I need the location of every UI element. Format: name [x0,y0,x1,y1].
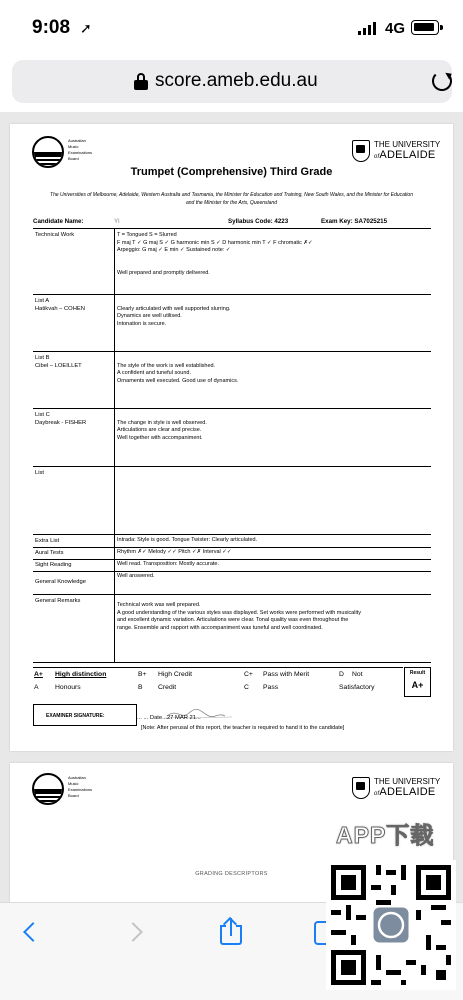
grade-honours: Honours [55,684,81,691]
grade-pass: Pass [263,684,279,691]
back-icon[interactable] [23,922,43,942]
syllabus-code: Syllabus Code: 4223 [228,218,289,225]
exam-key: Exam Key: SA7025215 [321,218,388,225]
result-value: A+ [411,680,424,690]
table-row: General Remarks Technical work was well prepared. A good understanding of the various styles was displayed. Set works were performed with musicality and excellent dynamic variation. Articulations were clear. Tonal quality was even throughout the range. Ensemble and rapport with accompaniment was tuneful and well coordinated. [33,595,431,663]
university-crest-icon [352,777,370,799]
exam-date: ... ... Date...27 MAR 21... [137,715,201,721]
bookmarks-icon[interactable] [314,921,326,945]
table-row: List B Cibel – LOEILLET The style of the work is well established. A confident and tuneful sound. Ornaments well executed. Good use of dynamics. [33,352,431,409]
forward-icon[interactable] [123,922,143,942]
reload-icon[interactable] [432,71,452,91]
clock: 9:08 [32,17,71,38]
grade-pass-merit: Pass with Merit [263,671,310,678]
grade-high-distinction: High distinction [55,671,107,678]
grade-c-plus: C+ [244,671,253,678]
result-label: Result [409,670,426,676]
ameb-name: Australian Music Examinations Board [68,138,93,161]
table-row: List [33,467,431,535]
grade-not: Not [352,671,363,678]
url-text: score.ameb.edu.au [155,70,318,91]
address-bar[interactable] [12,60,452,103]
table-row: List A Hatikvah – COHEN Clearly articulated with well supported slurring. Dynamics are well utilised. Intonation is secure. [33,295,431,352]
grade-d: D [339,671,344,678]
signal-icon [358,22,376,35]
qr-code-icon[interactable] [326,860,456,990]
grade-satisfactory: Satisfactory [339,684,375,691]
grade-a: A [34,684,39,691]
grading-page: Australian Music Examinations Board THE UNIVERSITY ofADELAIDE GRADING DESCRIPTORS [10,763,453,902]
grade-high-credit: High Credit [158,671,192,678]
grade-b: B [138,684,143,691]
lock-icon [134,73,148,90]
candidate-label: Candidate Name: [33,218,84,225]
app-download-badge[interactable]: APP下载 [336,822,435,848]
report-page: Australian Music Examinations Board THE UNIVERSITY ofADELAIDE Trumpet (Comprehensive) Third Grade The Universities of Melbourne, Adelaide, Western Australia and Tasmania, the Minister for Education and Training, New South Wales, and the Minister for Education and the Minister for the Arts, Queensland Candidate Name: Yi Syllabus Code: 4223 Exam Key: SA7025215 Technical Work T = Tongued S = Slurred F maj T ✓ G maj S ✓ G harmonic min S ✓ D harmonic min T ✓ F chromatic ✗✓ Arpeggio: G maj ✓ E min ✓ Sustained note: ✓ Well prepared and promptly delivered. List A Hatikvah – COHEN Clearly articulated with well supported slurring. Dynamics are well utilised. Intonation is secure. List B Cibel – LOEILLET The style of the work is well established. A confident and tuneful sound. Ornaments well executed. Good use of dynamics. List C Daybreak - FISHER The change in style is well observed. Articulations are clear and precise. Well together with accompaniment. List Extra List Intrada: Style is good. Tongue Twister: Clearly articulated. Aural Tests Rhythm ✗✓ Melody ✓✓ Pitch ✓✗ Interval ✓✓ Sight Reading Well read. Transposition: Mostly accurate. General Knowledge Well answered. General Remarks Technical work was well prepared. A good understanding of the various styles was displayed. Set works were performed with musicality and excellent dynamic variation. Articulations were clear. Tonal quality was even throughout the range. Ensemble and rapport with accompaniment was tuneful and well coordinated. A+ High distinction A Honours B+ High Credit B Credit C+ Pass with Merit C Pass D Not Satisfactory Result A+ EXAMINER SIGNATURE: ... ... Date...27 MAR 21... [Note: After perusal of this report, the teacher is required to hand it to the candidate] [10,124,453,751]
report-note: [Note: After perusal of this report, the teacher is required to hand it to the candidate] [141,725,345,731]
ameb-logo [32,136,64,168]
table-row: Technical Work T = Tongued S = Slurred F maj T ✓ G maj S ✓ G harmonic min S ✓ D harmonic min T ✓ F chromatic ✗✓ Arpeggio: G maj ✓ E min ✓ Sustained note: ✓ Well prepared and promptly delivered. [33,229,431,295]
grading-heading: GRADING DESCRIPTORS [195,871,268,877]
battery-icon [411,20,439,35]
result-box [404,667,431,697]
table-row: Extra List Intrada: Style is good. Tongue Twister: Clearly articulated. [33,535,431,548]
grade-legend [33,667,431,697]
share-icon[interactable] [220,918,244,948]
table-row: List C Daybreak - FISHER The change in style is well observed. Articulations are clear and precise. Well together with accompaniment. [33,409,431,467]
table-row: Aural Tests Rhythm ✗✓ Melody ✓✓ Pitch ✓✗ Interval ✓✓ [33,548,431,560]
candidate-name: Yi [114,218,120,225]
grade-c: C [244,684,249,691]
ameb-logo [32,773,64,805]
document-viewport[interactable] [0,112,463,902]
university-crest-icon [352,140,370,162]
location-arrow-icon: ➚ [80,20,92,36]
page-title: Trumpet (Comprehensive) Third Grade [130,166,333,178]
grade-b-plus: B+ [138,671,147,678]
examiner-signature-box: EXAMINER SIGNATURE: [33,704,137,726]
table-row: Sight Reading Well read. Transposition: Mostly accurate. [33,560,431,572]
grade-a-plus: A+ [34,671,43,678]
ameb-name: Australian Music Examinations Board [68,775,93,798]
status-bar [0,0,463,58]
grade-credit: Credit [158,684,177,691]
table-row: General Knowledge Well answered. [33,572,431,595]
network-label: 4G [385,20,406,37]
page-subtitle: The Universities of Melbourne, Adelaide, Western Australia and Tasmania, the Minister for Education and Training, New South Wales, and the Minister for Education and the Minister for the Arts, Queensland [50,192,413,206]
